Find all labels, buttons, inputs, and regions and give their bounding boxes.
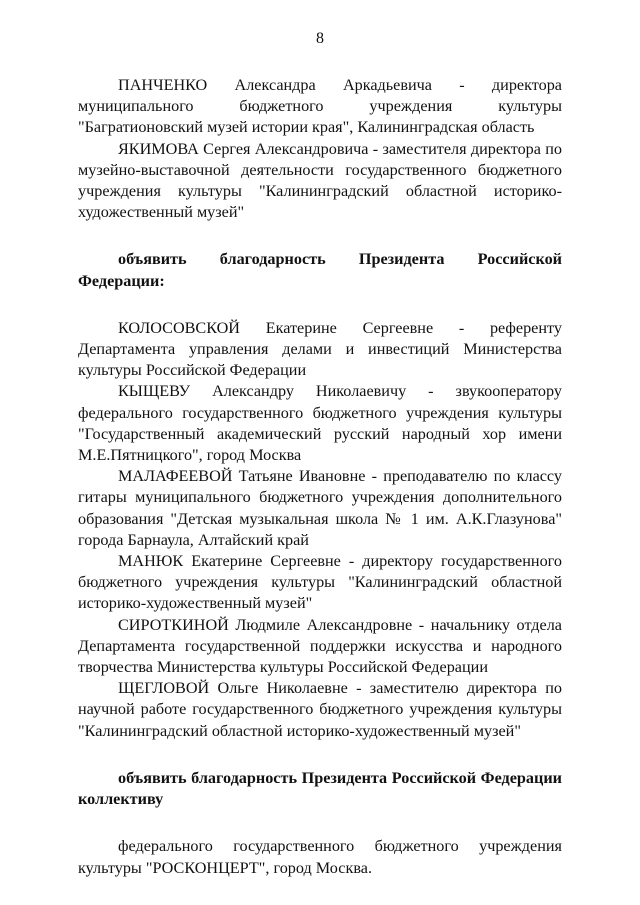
collective-entry-roskontsert: федерального государственного бюджетного учреждения культуры "РОСКОНЦЕРТ", город Москва. [78,837,562,877]
gratitude-entry-malafeeva: МАЛАФЕЕВОЙ Татьяне Ивановне - преподавателю по классу гитары муниципального бюджетного учреждения дополнительного образования "Детская музыкальная школа № 1 им. А.К.Глазунова" города Барнаула, Алтайский край [78,467,562,549]
gratitude-entry-shcheglova: ЩЕГЛОВОЙ Ольге Николаевне - заместителю директора по научной работе государственного бюджетного учреждения культуры "Калининградский областной историко-художественный музей" [78,679,562,740]
gratitude-entry-manyuk: МАНЮК Екатерине Сергеевне - директору государственного бюджетного учреждения культуры "Калининградский областной историко-художественный музей" [78,552,562,613]
gratitude-entry-kolosovskaya: КОЛОСОВСКОЙ Екатерине Сергеевне - референту Департамента управления делами и инвестиций Министерства культуры Российской Федерации [78,318,562,380]
award-entry-panchenko: ПАНЧЕНКО Александра Аркадьевича - директора муниципального бюджетного учреждения культуры "Багратионовский музей истории края", Калининградская область [78,76,562,137]
gratitude-entry-sirotkina: СИРОТКИНОЙ Людмиле Александровне - начальнику отдела Департамента государственной поддержки искусства и народного творчества Министерства культуры Российской Федерации [78,615,562,677]
award-entry-yakimova: ЯКИМОВА Сергея Александровича - заместителя директора по музейно-выставочной деятельности государственного бюджетного учреждения культуры "Калининградский областной историко-художественный музей" [78,139,562,222]
page-number: 8 [316,30,324,47]
document-body [78,75,562,879]
heading-collective-gratitude: объявить благодарность Президента Российской Федерации коллективу [78,768,562,809]
heading-gratitude: объявить благодарность Президента Российской Федерации: [78,250,562,290]
gratitude-entry-kyshchev: КЫЩЕВУ Александру Николаевичу - звукооператору федерального государственного бюджетного учреждения культуры "Государственный академический русский народный хор имени М.Е.Пятницкого", город Москва [78,382,562,465]
